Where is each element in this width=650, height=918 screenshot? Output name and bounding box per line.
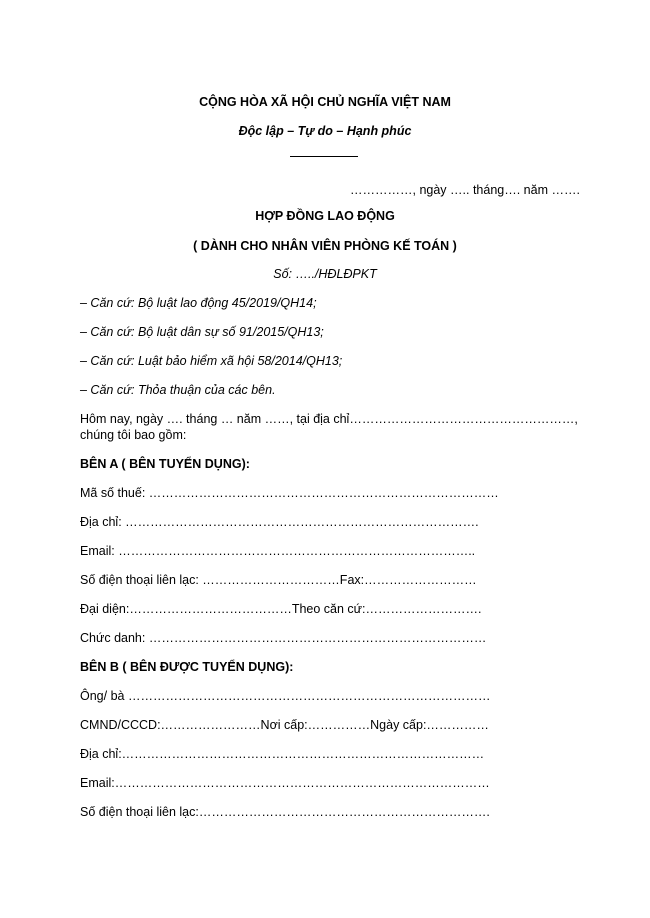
party-a-phone-fax: Số điện thoại liên lạc: ……………………………Fax:……………………… xyxy=(80,573,477,587)
document-number: Số: …../HĐLĐPKT xyxy=(273,267,377,281)
date-line: ……………, ngày ….. tháng…. năm ……. xyxy=(350,183,580,197)
intro-line-1: Hôm nay, ngày …. tháng … năm ……, tại địa chỉ………………………………………………, xyxy=(80,412,578,426)
intro-line-2: chúng tôi bao gồm: xyxy=(80,428,187,442)
motto: Độc lập – Tự do – Hạnh phúc xyxy=(238,124,412,138)
legal-basis-4: – Căn cứ: Thỏa thuận của các bên. xyxy=(80,383,276,397)
party-a-tax-code: Mã số thuế: ………………………………………………………………………… xyxy=(80,486,499,500)
country-heading: CỘNG HÒA XÃ HỘI CHỦ NGHĨA VIỆT NAM xyxy=(199,95,451,109)
party-b-heading: BÊN B ( BÊN ĐƯỢC TUYỂN DỤNG): xyxy=(80,660,294,674)
party-a-position: Chức danh: ……………………………………………………………………… xyxy=(80,631,487,645)
party-a-heading: BÊN A ( BÊN TUYỂN DỤNG): xyxy=(80,457,250,471)
party-b-name: Ông/ bà …………………………………………………………………………… xyxy=(80,689,491,703)
party-b-address: Địa chỉ:…………………………………………………………………………… xyxy=(80,747,485,761)
party-b-phone: Số điện thoại liên lạc:……………………………………………………………. xyxy=(80,805,490,819)
party-a-representative: Đại diện:…………………………………Theo căn cứ:………………………. xyxy=(80,602,482,616)
party-b-id-card: CMND/CCCD:……………………Nơi cấp:……………Ngày cấp:…………… xyxy=(80,718,489,732)
legal-basis-2: – Căn cứ: Bộ luật dân sự số 91/2015/QH13; xyxy=(80,325,324,339)
document-title: HỢP ĐỒNG LAO ĐỘNG xyxy=(255,209,395,223)
party-b-email: Email:……………………………………………………………………………… xyxy=(80,776,490,790)
document-subtitle: ( DÀNH CHO NHÂN VIÊN PHÒNG KẾ TOÁN ) xyxy=(193,239,457,253)
party-a-address: Địa chỉ: …………………………………………………………………………. xyxy=(80,515,479,529)
divider xyxy=(290,156,358,157)
legal-basis-1: – Căn cứ: Bộ luật lao động 45/2019/QH14; xyxy=(80,296,317,310)
legal-basis-3: – Căn cứ: Luật bảo hiểm xã hội 58/2014/QH13; xyxy=(80,354,343,368)
party-a-email: Email: ………………………………………………………………………….. xyxy=(80,544,476,558)
